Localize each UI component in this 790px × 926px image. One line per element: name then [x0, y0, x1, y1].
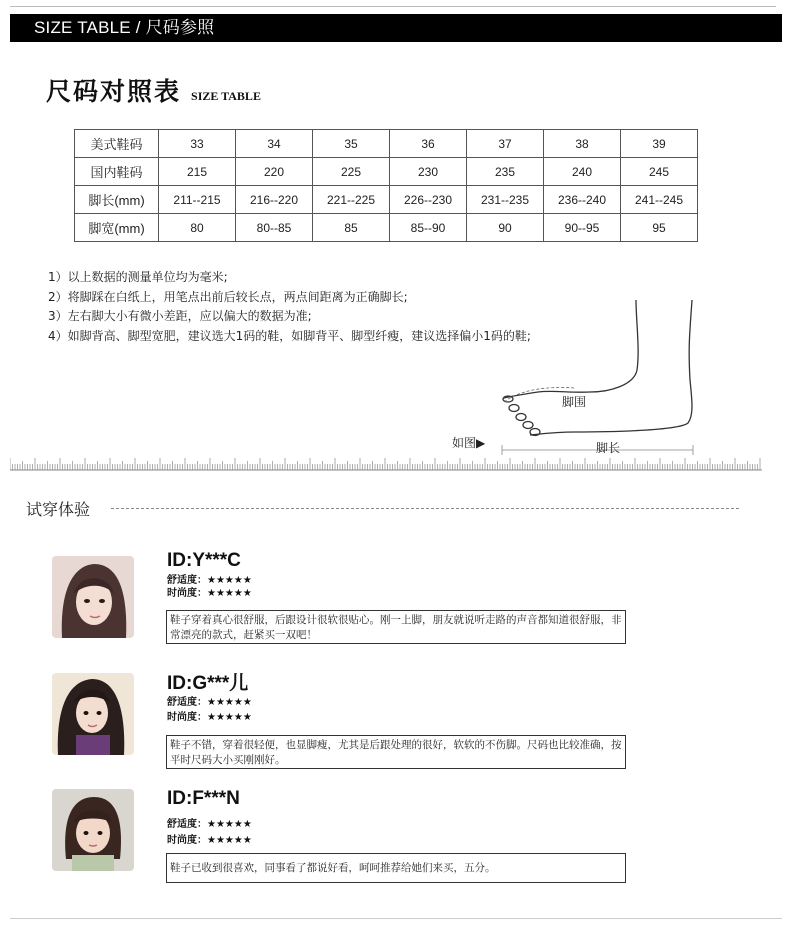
reviewer-avatar [52, 673, 134, 755]
foot-length-label: 脚长 [596, 441, 621, 455]
size-table-cell: 85--90 [390, 214, 467, 242]
reviewer-id: ID:G***儿 [167, 673, 249, 694]
style-stars: ★★★★★ [207, 712, 252, 723]
size-table-title-en: SIZE TABLE [191, 89, 261, 103]
size-table-cell: 226--230 [390, 186, 467, 214]
size-table-cell: 90--95 [544, 214, 621, 242]
trial-section-title: 试穿体验 [26, 500, 91, 519]
comfort-label: 舒适度： [167, 819, 207, 830]
reviewer-id: ID:F***N [167, 788, 240, 809]
size-table-cell: 95 [621, 214, 698, 242]
review-comment: 鞋子已收到很喜欢，同事看了都说好看，呵呵推荐给她们来买，五分。 [166, 853, 626, 883]
size-table-cell: 85 [313, 214, 390, 242]
size-table-row-label: 国内鞋码 [75, 158, 159, 186]
size-table-cell: 235 [467, 158, 544, 186]
comfort-stars: ★★★★★ [207, 575, 252, 586]
style-stars: ★★★★★ [207, 835, 252, 846]
comfort-stars: ★★★★★ [207, 697, 252, 708]
comfort-stars: ★★★★★ [207, 819, 252, 830]
foot-measure-diagram [450, 298, 700, 458]
size-table-row [75, 130, 698, 158]
style-label: 时尚度： [167, 588, 207, 599]
size-table-cell: 215 [159, 158, 236, 186]
size-table-cell: 80--85 [236, 214, 313, 242]
size-table-cell: 240 [544, 158, 621, 186]
note-item: 2）将脚踩在白纸上，用笔点出前后较长点，两点间距离为正确脚长; [48, 289, 408, 304]
size-table-row-label: 脚长(mm) [75, 186, 159, 214]
size-table-cell: 231--235 [467, 186, 544, 214]
comfort-label: 舒适度： [167, 575, 207, 586]
size-table-row-label: 美式鞋码 [75, 130, 159, 158]
size-table-cell: 39 [621, 130, 698, 158]
size-table-cell: 245 [621, 158, 698, 186]
size-table-cell: 220 [236, 158, 313, 186]
trial-divider [111, 508, 739, 509]
note-item: 1）以上数据的测量单位均为毫米; [48, 270, 228, 284]
size-table-cell: 211--215 [159, 186, 236, 214]
style-label: 时尚度： [167, 835, 207, 846]
size-table-cell: 80 [159, 214, 236, 242]
review-comment: 鞋子不错，穿着很轻便，也显脚瘦，尤其是后跟处理的很好，软软的不伤脚。尺码也比较准确，按平时尺码大小买刚刚好。 [166, 735, 626, 769]
size-table-cell: 38 [544, 130, 621, 158]
size-table-cell: 35 [313, 130, 390, 158]
note-item: 3）左右脚大小有微小差距，应以偏大的数据为准; [48, 309, 312, 323]
size-table-row-label: 脚宽(mm) [75, 214, 159, 242]
review-comment: 鞋子穿着真心很舒服，后跟设计很软很贴心。刚一上脚，朋友就说听走路的声音都知道很舒服，非常漂亮的款式，赶紧买一双吧！ [166, 610, 626, 644]
style-rating [167, 587, 252, 600]
size-table-cell: 216--220 [236, 186, 313, 214]
size-table-cell: 33 [159, 130, 236, 158]
size-table-cell: 221--225 [313, 186, 390, 214]
reviewer-avatar [52, 556, 134, 638]
section-header-bar: SIZE TABLE / 尺码参照 [10, 14, 782, 42]
note-item: 4）如脚背高、脚型宽肥，建议选大1码的鞋，如脚背平、脚型纤瘦，建议选择偏小1码的鞋; [48, 328, 531, 343]
style-label: 时尚度： [167, 712, 207, 723]
foot-circumference-label: 脚围 [562, 395, 587, 409]
size-table-heading [46, 72, 261, 108]
diagram-pointer-label: 如图▶ [452, 436, 486, 450]
size-table-cell: 225 [313, 158, 390, 186]
size-table-row [75, 186, 698, 214]
bottom-divider [10, 918, 782, 919]
size-table-cell: 34 [236, 130, 313, 158]
size-table-cell: 230 [390, 158, 467, 186]
ruler-graphic [10, 457, 762, 471]
reviewer-id: ID:Y***C [167, 550, 241, 571]
size-table-row [75, 214, 698, 242]
style-rating [167, 711, 252, 724]
size-table-cell: 90 [467, 214, 544, 242]
style-stars: ★★★★★ [207, 588, 252, 599]
style-rating [167, 834, 252, 847]
comfort-rating [167, 574, 252, 587]
size-table-cell: 37 [467, 130, 544, 158]
size-table-cell: 36 [390, 130, 467, 158]
comfort-rating [167, 818, 252, 831]
size-table-cell: 236--240 [544, 186, 621, 214]
size-table [74, 129, 698, 242]
reviewer-avatar [52, 789, 134, 871]
comfort-label: 舒适度： [167, 697, 207, 708]
size-table-title-cn: 尺码对照表 [46, 77, 182, 106]
size-table-cell: 241--245 [621, 186, 698, 214]
size-table-row [75, 158, 698, 186]
top-divider [10, 6, 776, 7]
comfort-rating [167, 696, 252, 709]
